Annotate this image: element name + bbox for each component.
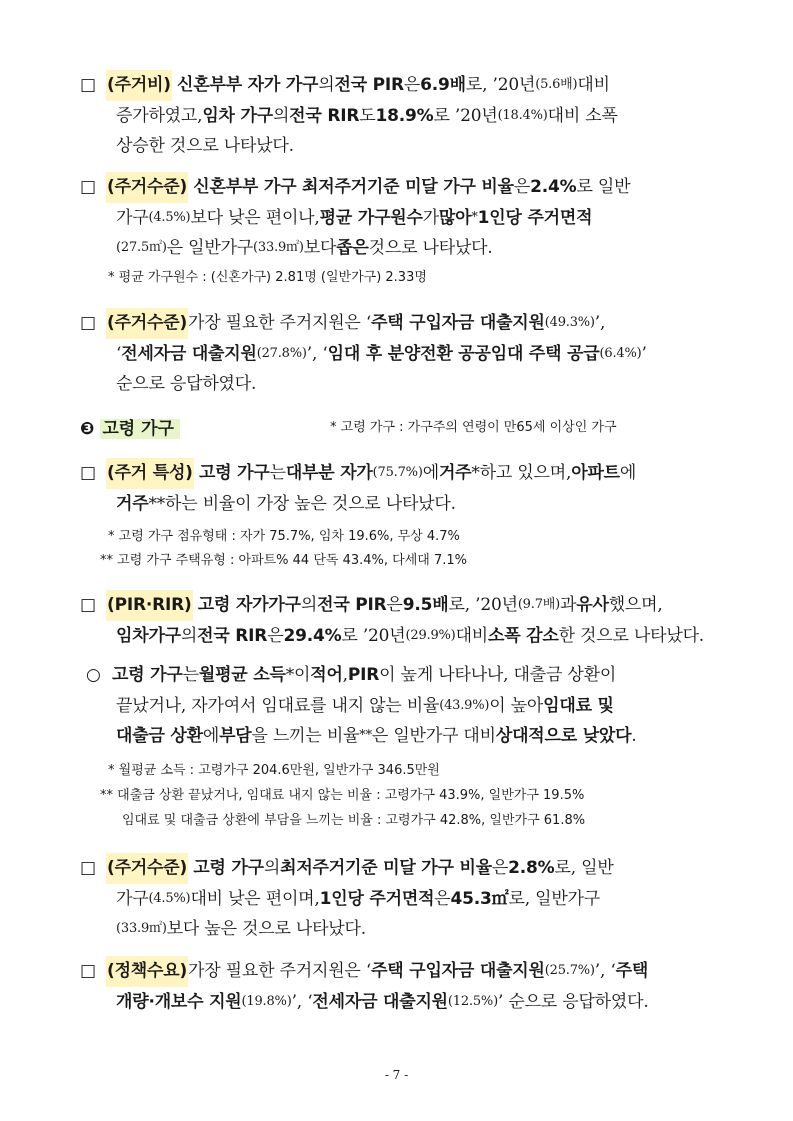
category-tag: (주거 특성) [106,458,194,489]
paragraph-pir-rir-elderly: □ (PIR·RIR) 고령 자가가구 의 전국 PIR 은 9.5배 로, ’20년 (9.7배) 과 유사 했으며, 임차가구 의 전국 RIR 은 29.4% 로 ’20년 (29.9%) 대비 소폭 감소 한 것으로 나타났다. [80,590,720,651]
paragraph-housing-cost-newlywed: □ (주거비) 신혼부부 자가 가구 의 전국 PIR 은 6.9배 로, ’20년 (5.6배) 대비 증가하였고, 임차 가구 의 전국 RIR 도 18.9% 로 ’20년 (18.4%) 대비 소폭 상승한 것으로 나타났다. [80,70,720,162]
paragraph-policy-demand-newlywed: □ (주거수준) 가장 필요한 주거지원은 ‘ 주택 구입자금 대출지원 (49.3%) ’, ‘ 전세자금 대출지원 (27.8%) ’, ‘ 임대 후 분양전환 공공임대 주택 공급 (6.4%) ’ 순으로 응답하였다. [80,308,720,400]
paragraph-income-burden-elderly: ○ 고령 가구 는 월평균 소득 *이 적어 , PIR 이 높게 나타나나, 대출금 상환이 끝났거나, 자가여서 임대료를 내지 않는 비율 (43.9%) 이 높아 임대료 및 대출금 상환 에 부담 을 느끼는 비율 ** 은 일반가구 대비 상대적으로 낮았다 . [80,660,720,752]
footnote: * 평균 가구원수 : (신혼가구) 2.81명 (일반가구) 2.33명 [108,270,427,285]
category-tag: (주거수준) [106,172,188,203]
category-tag: (주거수준) [106,308,188,339]
footnote: ** 고령 가구 주택유형 : 아파트% 44 단독 43.4%, 다세대 7.1% [100,553,467,568]
category-tag: (주거비) [106,70,172,101]
checkbox-bullet: □ [80,463,96,483]
footnote: * 고령 가구 점유형태 : 자가 75.7%, 임차 19.6%, 무상 4.7% [108,529,460,544]
checkbox-bullet: □ [80,858,96,878]
page-number: - 7 - [384,1068,409,1082]
category-tag: (주거수준) [106,853,188,884]
checkbox-bullet: □ [80,75,96,95]
section-heading [80,414,180,439]
checkbox-bullet: □ [80,595,96,615]
footnote: * 월평균 소득 : 고령가구 204.6만원, 일반가구 346.5만원 [108,763,440,778]
category-tag: (정책수요) [106,956,188,987]
paragraph-housing-characteristics-elderly: □ (주거 특성) 고령 가구 는 대부분 자가 (75.7%) 에 거주 *하고 있으며, 아파트 에 거주 **하는 비율이 가장 높은 것으로 나타났다. [80,458,720,519]
footnote: ** 대출금 상환 끝났거나, 임대료 내지 않는 비율 : 고령가구 43.9%, 일반가구 19.5% [100,788,585,803]
paragraph-policy-demand-elderly: □ (정책수요) 가장 필요한 주거지원은 ‘ 주택 구입자금 대출지원 (25.7%) ’, ‘ 주택 개량·개보수 지원 (19.8%) ’, ‘ 전세자금 대출지원 (12.5%) ’ 순으로 응답하였다. [80,956,720,1017]
checkbox-bullet: □ [80,313,96,333]
section-title: 고령 가구 [100,419,180,439]
checkbox-bullet: □ [80,961,96,981]
checkbox-bullet: □ [80,177,96,197]
paragraph-housing-level-newlywed: □ (주거수준) 신혼부부 가구 최저주거기준 미달 가구 비율 은 2.4% 로 일반 가구 (4.5%) 보다 낮은 편이나, 평균 가구원수 가 많아 * 1인당 주거면적 (27.5㎡) 은 일반가구 (33.9㎡) 보다 좁은 것으로 나타났다. [80,172,720,264]
circle-bullet: ○ [86,665,101,685]
section-definition-note: * 고령 가구 : 가구주의 연령이 만65세 이상인 가구 [330,420,617,435]
paragraph-housing-level-elderly: □ (주거수준) 고령 가구 의 최저주거기준 미달 가구 비율 은 2.8% 로, 일반 가구 (4.5%) 대비 낮은 편이며, 1인당 주거면적 은 45.3㎡ 로, 일반가구 (33.9㎡) 보다 높은 것으로 나타났다. [80,853,720,945]
section-number-marker: ❸ [80,419,95,439]
category-tag: (PIR·RIR) [106,590,193,621]
footnote: 임대료 및 대출금 상환에 부담을 느끼는 비율 : 고령가구 42.8%, 일반가구 61.8% [122,813,586,828]
